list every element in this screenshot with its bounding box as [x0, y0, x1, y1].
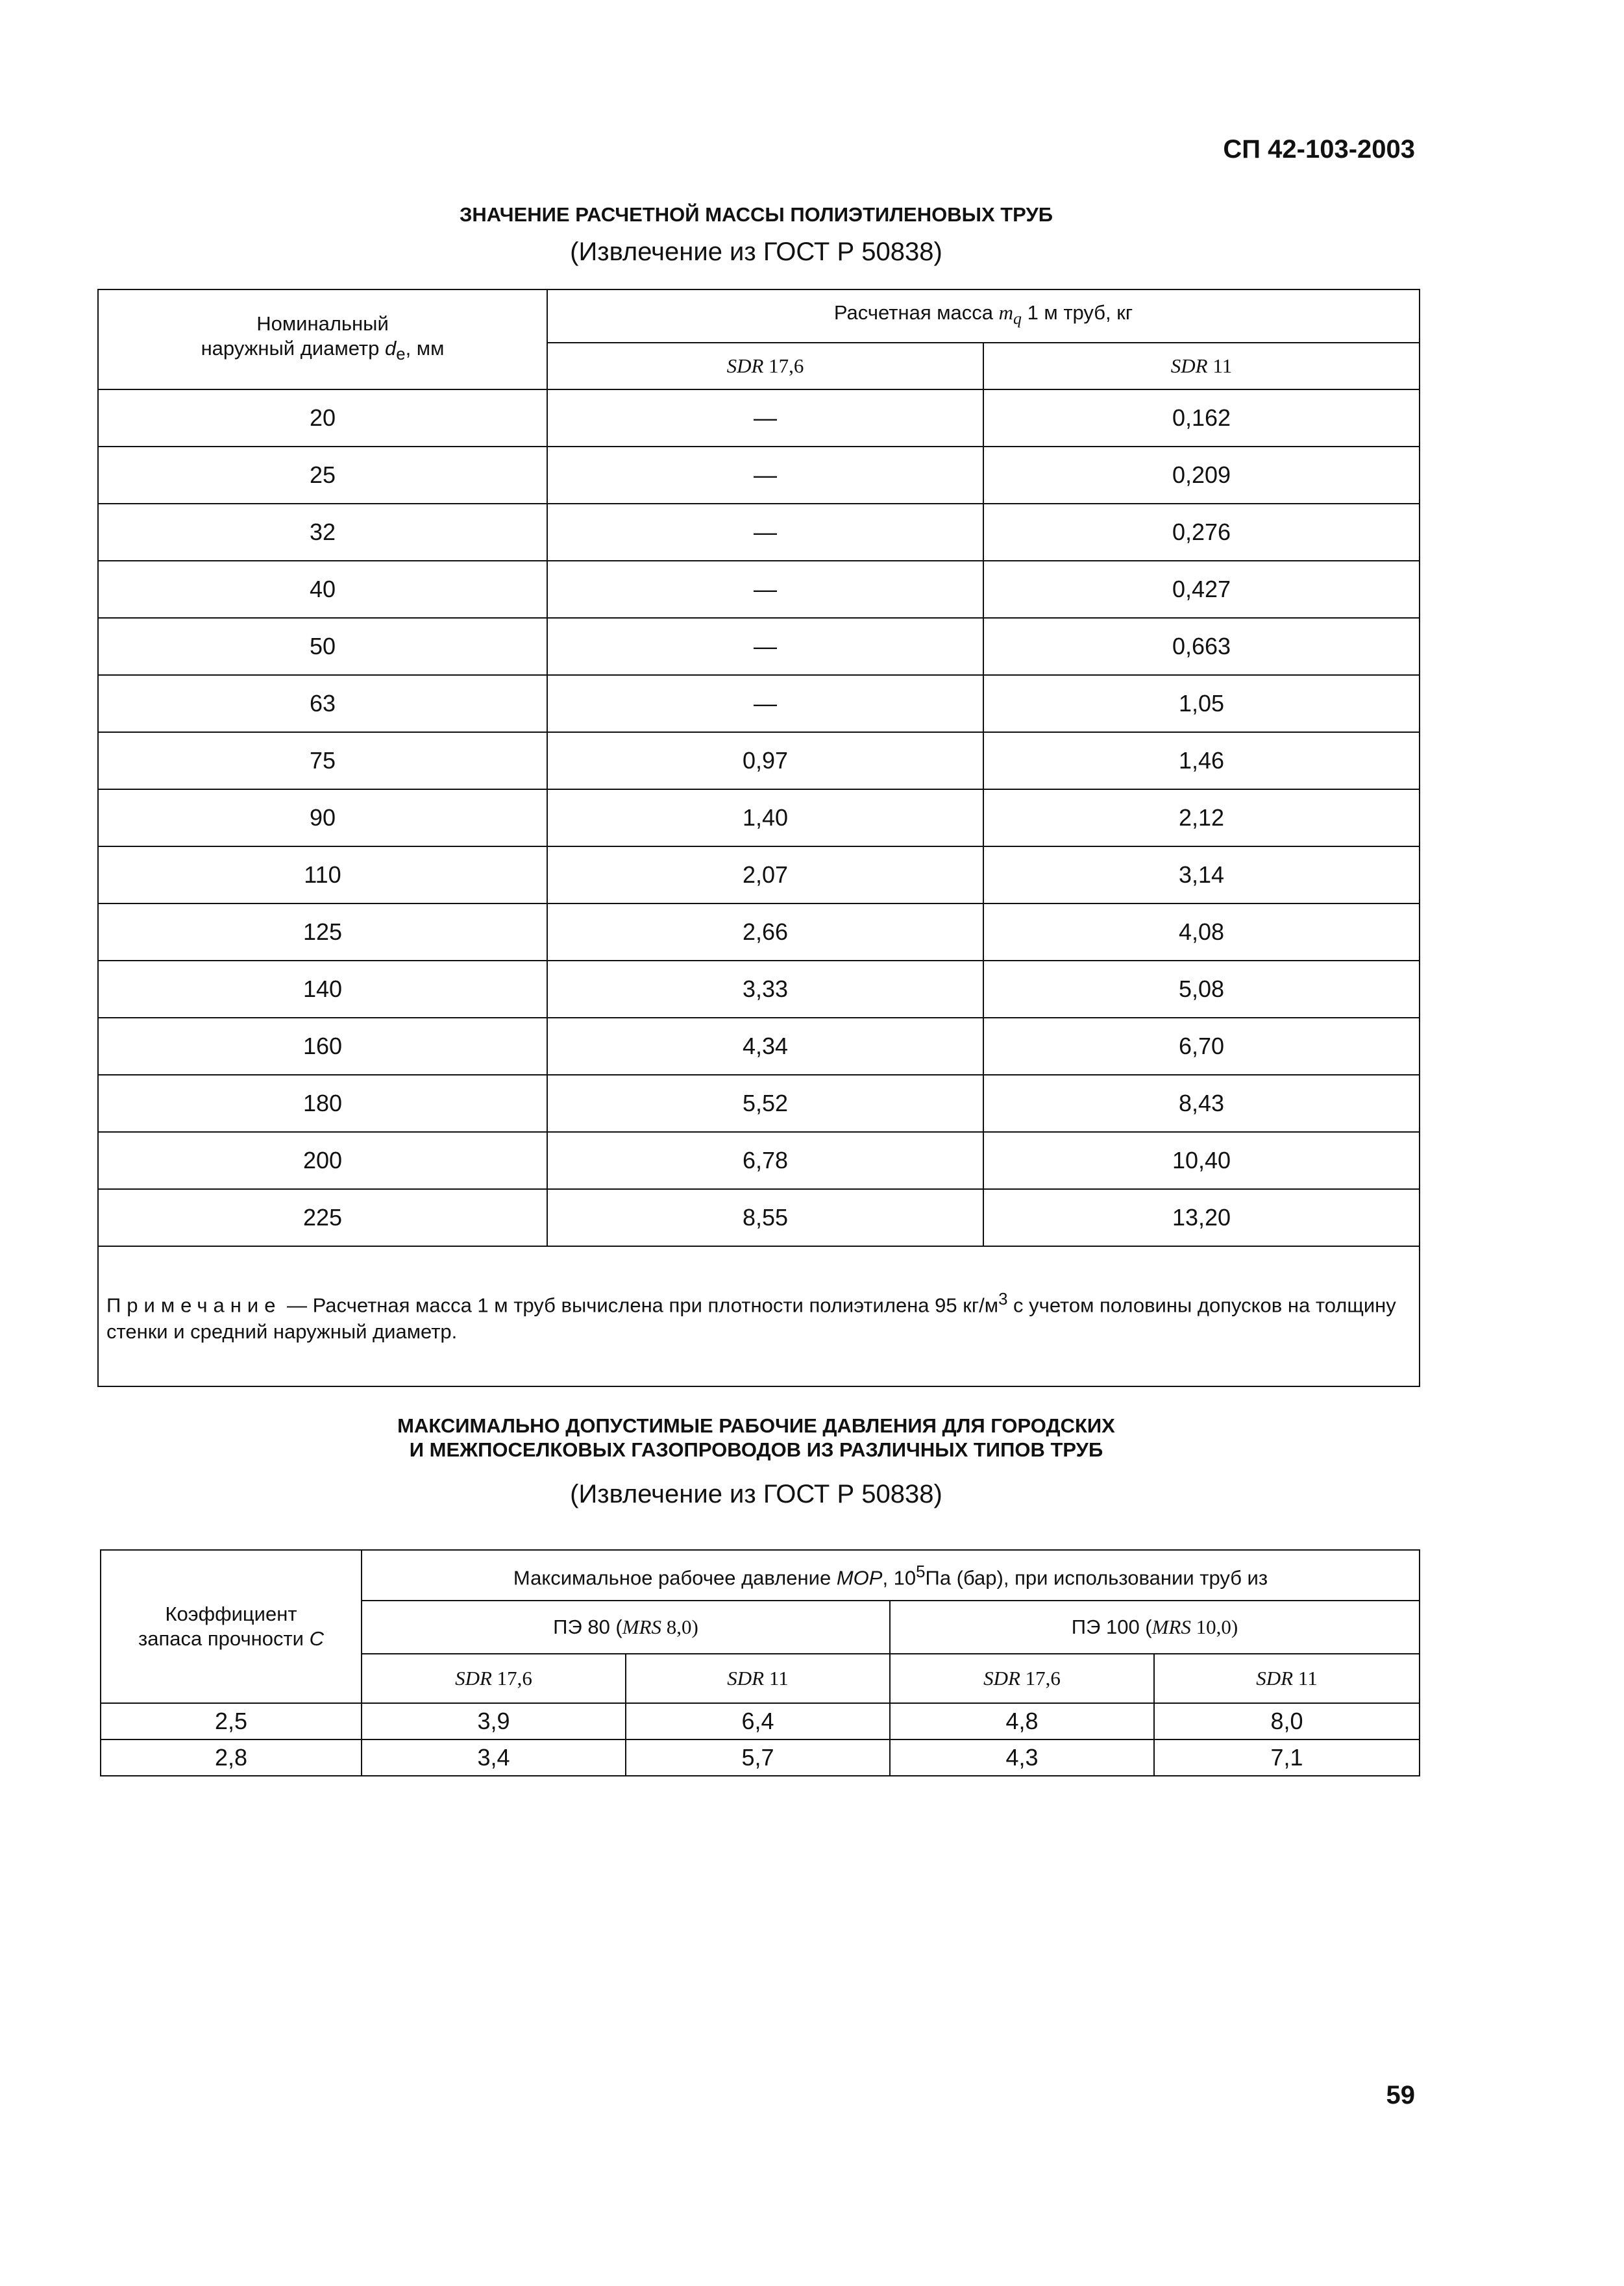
section1-subtitle: (Извлечение из ГОСТ Р 50838)	[570, 238, 942, 266]
cell-mass-sdr-17-6: —	[547, 389, 983, 447]
section2-title: МАКСИМАЛЬНО ДОПУСТИМЫЕ РАБОЧИЕ ДАВЛЕНИЯ ДЛЯ ГОРОДСКИХ И МЕЖПОСЕЛКОВЫХ ГАЗОПРОВОДОВ ИЗ РАЗЛИЧНЫХ ТИПОВ ТРУБ	[397, 1414, 1115, 1461]
cell-pe100-sdr-11: 7,1	[1154, 1739, 1420, 1776]
header-pe80-sdr-17-6: SDR 17,6	[362, 1654, 626, 1703]
cell-diameter: 110	[98, 846, 547, 903]
cell-pe80-sdr-11: 5,7	[626, 1739, 890, 1776]
cell-mass-sdr-11: 1,46	[983, 732, 1420, 789]
cell-diameter: 25	[98, 447, 547, 504]
cell-pe100-sdr-17-6: 4,8	[890, 1703, 1154, 1739]
cell-mass-sdr-11: 3,14	[983, 846, 1420, 903]
cell-mass-sdr-11: 2,12	[983, 789, 1420, 846]
header-sdr-11: SDR 11	[983, 343, 1420, 389]
cell-mass-sdr-17-6: 2,07	[547, 846, 983, 903]
cell-diameter: 200	[98, 1132, 547, 1189]
table-row	[98, 1075, 1420, 1132]
table-note-row	[98, 1246, 1420, 1386]
table-row	[98, 846, 1420, 903]
cell-mass-sdr-17-6: 2,66	[547, 903, 983, 961]
pipe-mass-table	[97, 289, 1420, 1387]
section1-title: ЗНАЧЕНИЕ РАСЧЕТНОЙ МАССЫ ПОЛИЭТИЛЕНОВЫХ ТРУБ	[459, 203, 1053, 226]
cell-diameter: 20	[98, 389, 547, 447]
cell-mass-sdr-11: 0,663	[983, 618, 1420, 675]
cell-diameter: 50	[98, 618, 547, 675]
cell-diameter: 75	[98, 732, 547, 789]
table-row	[101, 1703, 1420, 1739]
cell-mass-sdr-17-6: —	[547, 618, 983, 675]
cell-pe80-sdr-17-6: 3,4	[362, 1739, 626, 1776]
table-row	[98, 903, 1420, 961]
cell-mass-sdr-11: 10,40	[983, 1132, 1420, 1189]
cell-diameter: 125	[98, 903, 547, 961]
table-row	[98, 618, 1420, 675]
cell-mass-sdr-11: 0,427	[983, 561, 1420, 618]
header-safety-factor: Коэффициент запаса прочности C	[101, 1550, 362, 1703]
table-row	[98, 1189, 1420, 1246]
table-row	[98, 675, 1420, 732]
cell-mass-sdr-11: 0,162	[983, 389, 1420, 447]
table-row	[98, 789, 1420, 846]
cell-diameter: 160	[98, 1018, 547, 1075]
cell-diameter: 90	[98, 789, 547, 846]
cell-mass-sdr-17-6: 4,34	[547, 1018, 983, 1075]
cell-mass-sdr-17-6: 8,55	[547, 1189, 983, 1246]
cell-mass-sdr-11: 5,08	[983, 961, 1420, 1018]
cell-mass-sdr-11: 0,209	[983, 447, 1420, 504]
header-pe100: ПЭ 100 (MRS 10,0)	[890, 1601, 1420, 1654]
header-nominal-diameter: Номинальный наружный диаметр $d_e$, мм	[98, 289, 547, 389]
table-note: Примечание — Расчетная масса 1 м труб вычислена при плотности полиэтилена 95 $кг/м^3$ с учетом половины допусков на толщину стенки и средний наружный диаметр.	[98, 1246, 1420, 1386]
table-row	[101, 1739, 1420, 1776]
document-code: СП 42-103-2003	[1223, 135, 1415, 164]
header-pe80-sdr-11: SDR 11	[626, 1654, 890, 1703]
cell-diameter: 32	[98, 504, 547, 561]
header-sdr-17-6: SDR 17,6	[547, 343, 983, 389]
cell-safety-factor: 2,5	[101, 1703, 362, 1739]
cell-mass-sdr-11: 8,43	[983, 1075, 1420, 1132]
cell-mass-sdr-17-6: 0,97	[547, 732, 983, 789]
cell-mass-sdr-17-6: —	[547, 675, 983, 732]
cell-safety-factor: 2,8	[101, 1739, 362, 1776]
header-pe100-sdr-17-6: SDR 17,6	[890, 1654, 1154, 1703]
header-calculated-mass: Расчетная масса $m_q$ 1 м труб, кг	[547, 289, 1420, 343]
table-row	[98, 389, 1420, 447]
cell-pe80-sdr-11: 6,4	[626, 1703, 890, 1739]
cell-mass-sdr-17-6: 5,52	[547, 1075, 983, 1132]
table-row	[98, 561, 1420, 618]
cell-mass-sdr-17-6: 1,40	[547, 789, 983, 846]
cell-diameter: 63	[98, 675, 547, 732]
cell-diameter: 180	[98, 1075, 547, 1132]
note-label: Примечание	[106, 1294, 282, 1317]
cell-mass-sdr-17-6: 3,33	[547, 961, 983, 1018]
cell-diameter: 225	[98, 1189, 547, 1246]
page-number: 59	[1386, 2081, 1415, 2109]
header-max-pressure: Максимальное рабочее давление MOP, $10^5Па$ (бар), при использовании труб из	[362, 1550, 1420, 1601]
cell-mass-sdr-11: 4,08	[983, 903, 1420, 961]
table-row	[98, 1018, 1420, 1075]
pressure-table	[100, 1549, 1420, 1776]
cell-diameter: 40	[98, 561, 547, 618]
table-row	[98, 504, 1420, 561]
cell-mass-sdr-11: 0,276	[983, 504, 1420, 561]
cell-mass-sdr-11: 6,70	[983, 1018, 1420, 1075]
cell-mass-sdr-11: 1,05	[983, 675, 1420, 732]
cell-diameter: 140	[98, 961, 547, 1018]
cell-pe80-sdr-17-6: 3,9	[362, 1703, 626, 1739]
cell-mass-sdr-11: 13,20	[983, 1189, 1420, 1246]
table-row	[98, 961, 1420, 1018]
cell-mass-sdr-17-6: —	[547, 447, 983, 504]
table-row	[98, 447, 1420, 504]
cell-mass-sdr-17-6: 6,78	[547, 1132, 983, 1189]
header-pe80: ПЭ 80 (MRS 8,0)	[362, 1601, 890, 1654]
table-row	[98, 732, 1420, 789]
cell-mass-sdr-17-6: —	[547, 561, 983, 618]
cell-pe100-sdr-11: 8,0	[1154, 1703, 1420, 1739]
cell-mass-sdr-17-6: —	[547, 504, 983, 561]
header-pe100-sdr-11: SDR 11	[1154, 1654, 1420, 1703]
table-header-row	[101, 1550, 1420, 1601]
table-row	[98, 1132, 1420, 1189]
table-header-row	[98, 289, 1420, 343]
cell-pe100-sdr-17-6: 4,3	[890, 1739, 1154, 1776]
section2-subtitle: (Извлечение из ГОСТ Р 50838)	[570, 1480, 942, 1508]
